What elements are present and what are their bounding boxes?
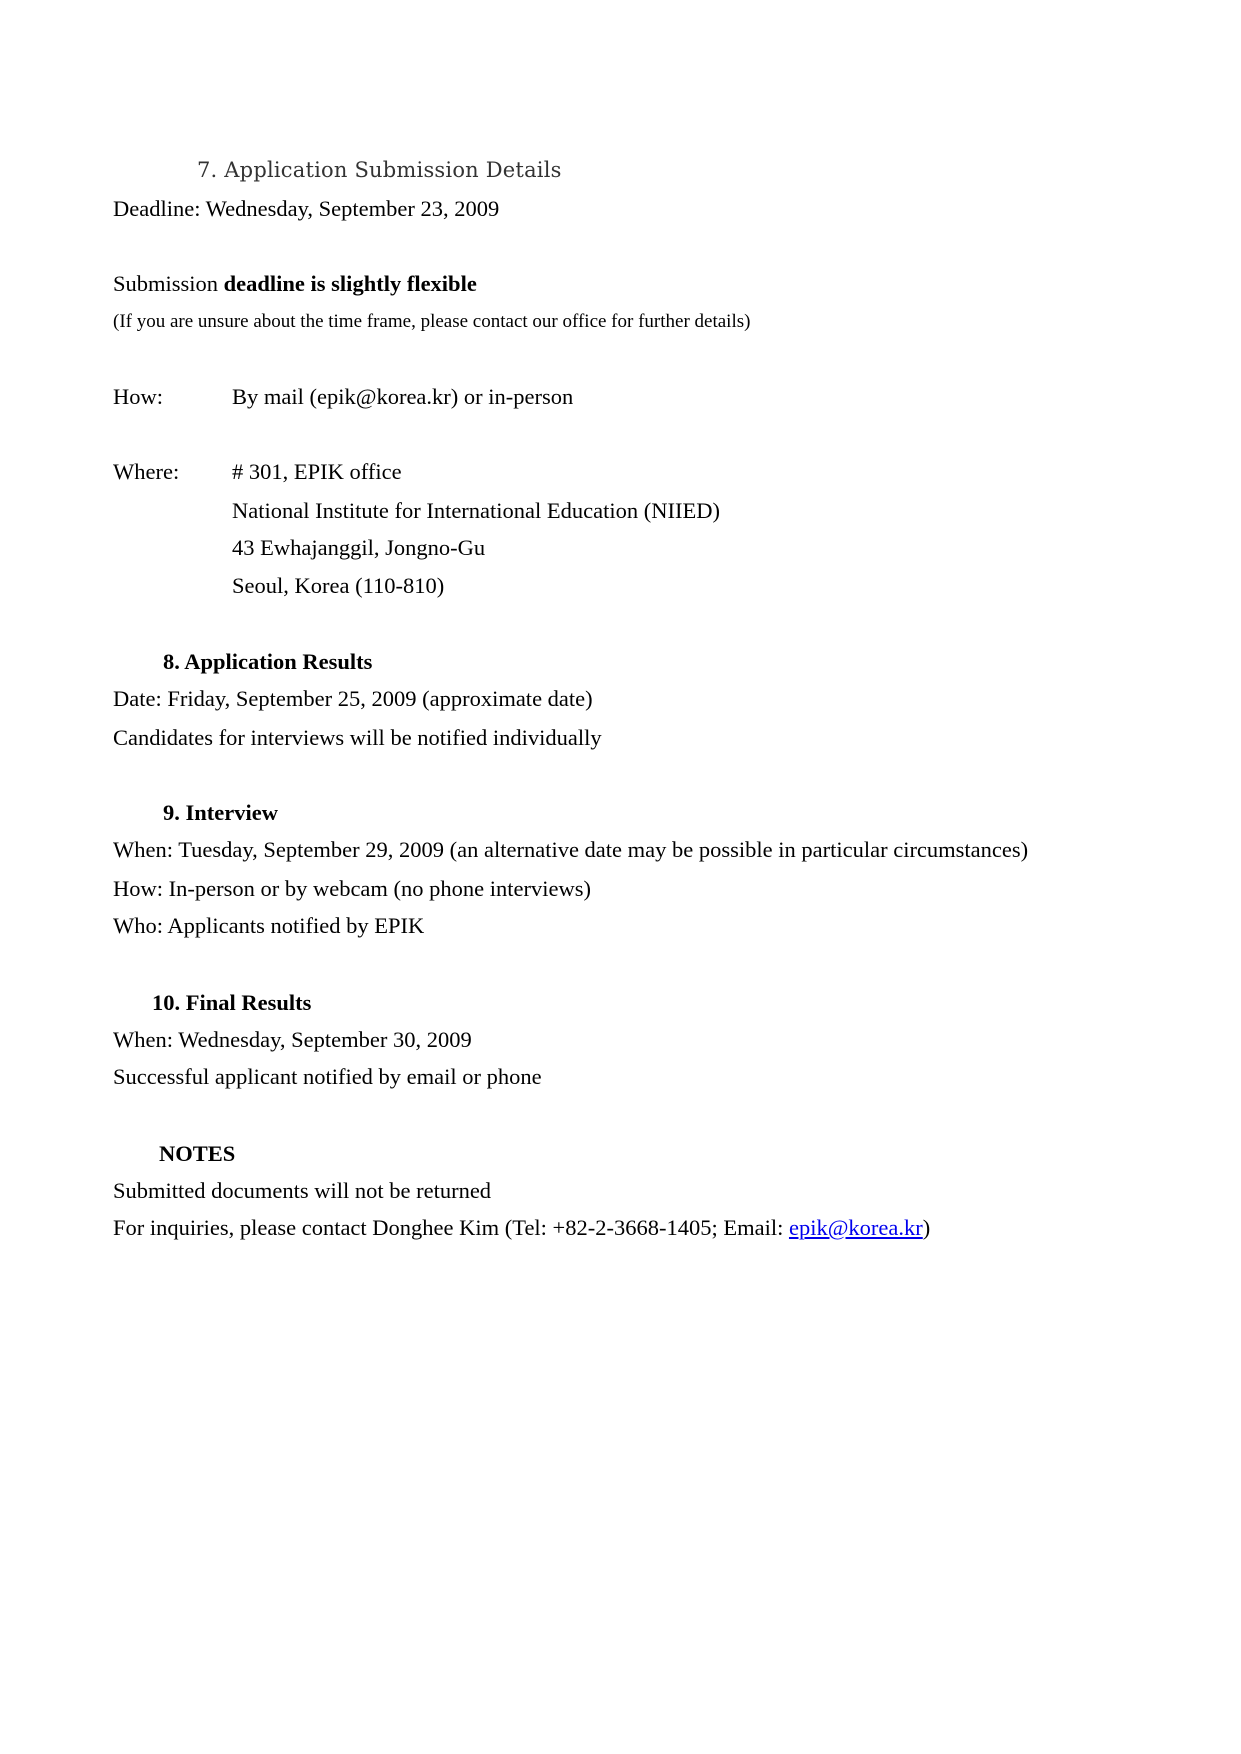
email-link[interactable]: epik@korea.kr: [788, 1215, 923, 1240]
section10-line: When: Wednesday, September 30, 2009: [113, 1027, 472, 1052]
timeframe-note: (If you are unsure about the time frame, please contact our office for further details): [113, 311, 751, 332]
address-line: # 301, EPIK office: [232, 459, 402, 484]
section9-line: When: Tuesday, September 29, 2009 (an alternative date may be possible in particular circumstances): [113, 837, 1029, 862]
section8-heading: 8. Application Results: [163, 649, 373, 674]
flex-bold: deadline is slightly flexible: [223, 271, 477, 296]
section8-line: Date: Friday, September 25, 2009 (approximate date): [113, 686, 593, 711]
how-value: By mail (epik@korea.kr) or in-person: [232, 384, 574, 409]
inquiry-suffix: ): [922, 1215, 931, 1240]
how-label: How:: [113, 384, 163, 409]
flex-prefix: Submission: [113, 271, 224, 296]
flexibility-text: [113, 271, 477, 297]
section10-heading: 10. Final Results: [152, 990, 312, 1015]
notes-line: Submitted documents will not be returned: [113, 1178, 492, 1203]
inquiry-prefix: For inquiries, please contact Donghee Kim (Tel: +82-2-3668-1405; Email:: [113, 1215, 789, 1240]
section9-line: Who: Applicants notified by EPIK: [113, 913, 425, 938]
section10-line: Successful applicant notified by email or phone: [113, 1064, 542, 1089]
address-line: 43 Ewhajanggil, Jongno-Gu: [232, 535, 486, 560]
notes-heading: NOTES: [159, 1141, 236, 1166]
section8-line: Candidates for interviews will be notified individually: [113, 725, 602, 750]
address-line: National Institute for International Education (NIIED): [232, 498, 720, 523]
inquiry-line: [113, 1215, 930, 1241]
section7-heading: 7. Application Submission Details: [197, 158, 562, 182]
address-line: Seoul, Korea (110-810): [232, 573, 445, 598]
section9-line: How: In-person or by webcam (no phone interviews): [113, 876, 591, 901]
section9-heading: 9. Interview: [163, 800, 278, 825]
where-label: Where:: [113, 459, 180, 484]
deadline-text: Deadline: Wednesday, September 23, 2009: [113, 196, 500, 221]
